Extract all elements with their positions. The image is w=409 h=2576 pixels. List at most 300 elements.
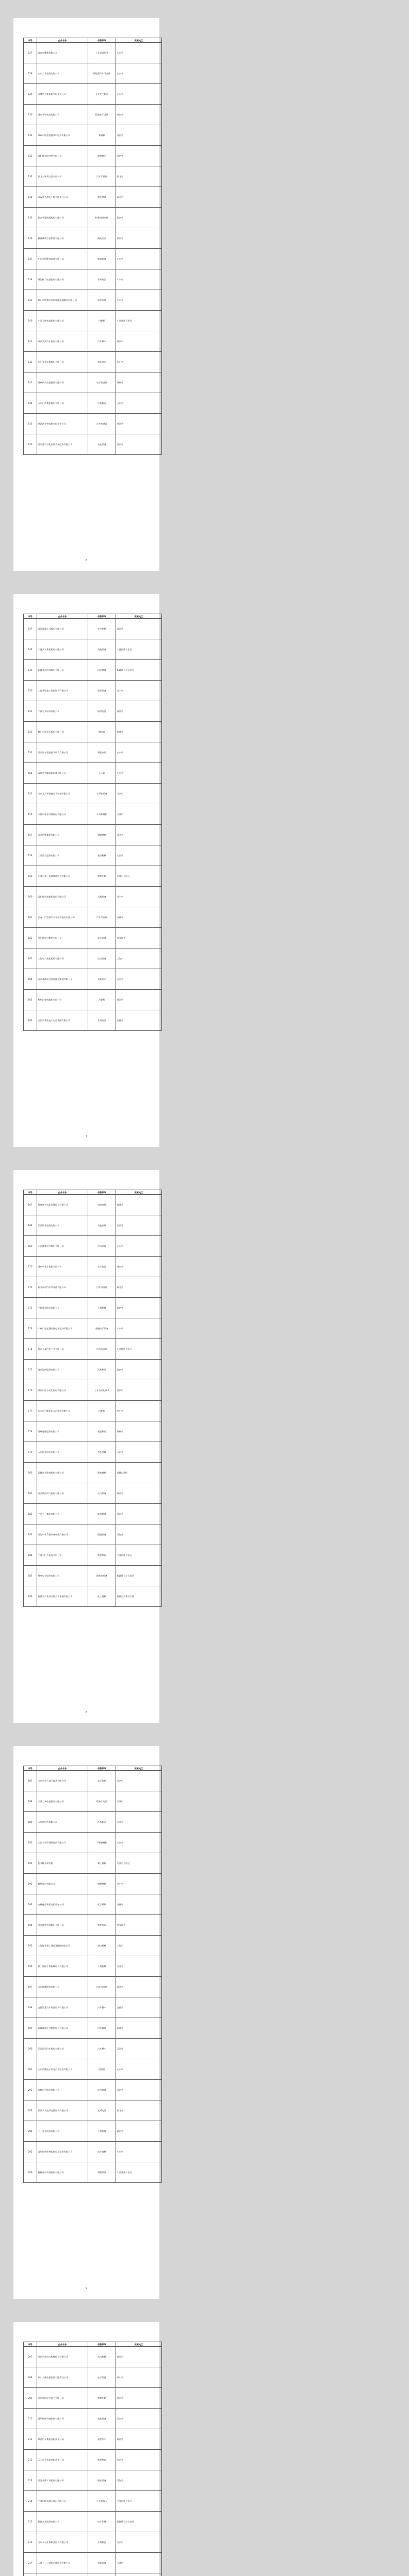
- table-row: [24, 825, 162, 845]
- table-row: [24, 804, 162, 825]
- region: 北京市: [116, 784, 162, 804]
- row-number: 155: [24, 784, 37, 804]
- row-number: 138: [24, 269, 37, 290]
- company-name: 山西太钢不锈钢股份有限公司: [37, 1833, 88, 1853]
- table-row: [24, 681, 162, 701]
- region: 山东省: [116, 742, 162, 763]
- table-row: [24, 1380, 162, 1401]
- row-number: 184: [24, 1545, 37, 1566]
- table-header-row: [24, 38, 162, 43]
- table-row: [24, 1195, 162, 1215]
- table-row: [24, 1504, 162, 1524]
- row-number: 190: [24, 1833, 37, 1853]
- row-number: 157: [24, 825, 37, 845]
- innovation-field: 电力装备: [88, 2080, 116, 2100]
- table-row: [24, 63, 162, 84]
- row-number: 201: [24, 2059, 37, 2080]
- company-name: 东方电气集团东方汽轮机有限公司: [37, 1401, 88, 1421]
- company-name: 厦门宏发电声股份有限公司: [37, 722, 88, 742]
- innovation-field: 汽车变速器: [88, 414, 116, 434]
- region: 新疆维吾尔自治区: [116, 2512, 162, 2532]
- table-row: [24, 228, 162, 249]
- region: 广西壮族自治区: [116, 311, 162, 331]
- innovation-field: 医疗器械: [88, 2142, 116, 2162]
- table-row: [24, 1236, 162, 1257]
- company-name: 合肥荣事达电子电器集团有限公司: [37, 1010, 88, 1031]
- company-name: 洛阳轴承研究所有限公司: [37, 146, 88, 166]
- row-number: 175: [24, 1360, 37, 1380]
- row-number: 149: [24, 660, 37, 681]
- region: 江西省: [116, 2039, 162, 2059]
- company-name: 天津七一二通信广播股份有限公司: [37, 2553, 88, 2573]
- table-row: [24, 1401, 162, 1421]
- innovation-field: 家用电器: [88, 1010, 116, 1031]
- column-header: 序号: [24, 614, 37, 619]
- table-row: [24, 990, 162, 1010]
- region: 青海省: [116, 619, 162, 639]
- innovation-field: 不锈钢材料: [88, 1833, 116, 1853]
- region: 山东省: [116, 1236, 162, 1257]
- table-row: [24, 1894, 162, 1915]
- innovation-field: 显示面板: [88, 1771, 116, 1791]
- company-name: 重庆川仪自动化股份有限公司: [37, 1380, 88, 1401]
- company-name: 新疆众和股份有限公司: [37, 2512, 88, 2532]
- row-number: 209: [24, 2388, 37, 2409]
- company-name: 齐重数控装备股份有限公司: [37, 1915, 88, 1936]
- row-number: 133: [24, 166, 37, 187]
- document-page: [13, 594, 159, 1147]
- table-row: [24, 1298, 162, 1318]
- company-name: 南京高精传动设备制造集团有限公司: [37, 969, 88, 990]
- row-number: 140: [24, 311, 37, 331]
- table-row: [24, 1545, 162, 1566]
- column-header: 序号: [24, 2342, 37, 2347]
- company-name: 武汉长飞光纤光缆股份有限公司: [37, 2100, 88, 2121]
- region: 广东省: [116, 2142, 162, 2162]
- region: 河南省: [116, 105, 162, 125]
- column-header: 创新领域: [88, 2342, 116, 2347]
- company-name: 淄博市火炬能源有限责任公司: [37, 84, 88, 105]
- row-number: 200: [24, 2039, 37, 2059]
- page-number: 7: [85, 1135, 88, 1138]
- innovation-field: 输变电装备: [88, 1566, 116, 1586]
- table-row: [24, 1318, 162, 1339]
- company-name: 陕西汽车集团有限责任公司: [37, 2429, 88, 2450]
- company-name: 中联重科股份有限公司: [37, 1298, 88, 1318]
- innovation-field: 汽车零部件: [88, 1977, 116, 1997]
- company-name: 江西铜业股份有限公司: [37, 1215, 88, 1236]
- region: 山东省: [116, 63, 162, 84]
- region: 湖北省: [116, 166, 162, 187]
- innovation-field: 化工材料: [88, 1586, 116, 1607]
- table-row: [24, 1360, 162, 1380]
- column-header: 创新领域: [88, 38, 116, 43]
- column-header: 所属地区: [116, 1766, 162, 1771]
- company-name: 万向钱潮股份有限公司: [37, 1977, 88, 1997]
- innovation-field: 风机装备: [88, 887, 116, 907]
- table-row: [24, 1915, 162, 1936]
- row-number: 189: [24, 1812, 37, 1833]
- row-number: 142: [24, 352, 37, 372]
- table-row: [24, 1442, 162, 1463]
- table-row: [24, 2347, 162, 2367]
- column-header: 创新领域: [88, 1190, 116, 1195]
- company-name: 青岛市雕塑有限公司: [37, 43, 88, 63]
- table-row: [24, 1977, 162, 1997]
- region: 广东省: [116, 290, 162, 311]
- region: 山西省: [116, 845, 162, 866]
- row-number: 182: [24, 1504, 37, 1524]
- company-name: 大连华锐重工集团股份有限公司: [37, 681, 88, 701]
- innovation-field: 生物制品: [88, 2532, 116, 2553]
- table-row: [24, 619, 162, 639]
- row-number: 199: [24, 2018, 37, 2039]
- company-name: 西安陕鼓动力股份有限公司: [37, 1483, 88, 1504]
- innovation-field: 数控机床: [88, 1915, 116, 1936]
- innovation-field: 工程机械: [88, 1298, 116, 1318]
- table-row: [24, 1483, 162, 1504]
- innovation-field: 重型装备: [88, 681, 116, 701]
- row-number: 152: [24, 722, 37, 742]
- table-header-row: [24, 1766, 162, 1771]
- row-number: 215: [24, 2512, 37, 2532]
- region: 湖北省: [116, 2100, 162, 2121]
- innovation-field: 动力装备: [88, 1483, 116, 1504]
- table-row: [24, 2450, 162, 2470]
- table-row: [24, 2100, 162, 2121]
- innovation-field: [88, 2573, 116, 2576]
- row-number: 192: [24, 1874, 37, 1894]
- company-table: [23, 1190, 162, 1607]
- innovation-field: 汽轮机: [88, 990, 116, 1010]
- column-header: 企业名称: [37, 614, 88, 619]
- row-number: 207: [24, 2347, 37, 2367]
- table-row: [24, 249, 162, 269]
- row-number: 213: [24, 2470, 37, 2491]
- region: 宁夏回族自治区: [116, 1545, 162, 1566]
- innovation-field: 医药制造: [88, 1812, 116, 1833]
- company-name: 湖北东风汽车零部件有限公司: [37, 1277, 88, 1298]
- region: 浙江省: [116, 701, 162, 722]
- company-table: [23, 614, 162, 1031]
- innovation-field: 汽车零部件: [88, 1277, 116, 1298]
- table-row: [24, 639, 162, 660]
- region: 广东省: [116, 1318, 162, 1339]
- region: 贵州省: [116, 2388, 162, 2409]
- region: 广西壮族自治区: [116, 1339, 162, 1360]
- column-header: 创新领域: [88, 1766, 116, 1771]
- table-row: [24, 166, 162, 187]
- innovation-field: 锂离子电池: [88, 1791, 116, 1812]
- region: 河南省: [116, 125, 162, 146]
- innovation-field: 发电设备: [88, 928, 116, 948]
- row-number: 204: [24, 2121, 37, 2142]
- company-name: 深圳市大疆创新科技有限公司: [37, 763, 88, 784]
- row-number: 216: [24, 2532, 37, 2553]
- row-number: 136: [24, 228, 37, 249]
- company-name: 郑州中原思蓝德高科股份有限公司: [37, 125, 88, 146]
- row-number: 183: [24, 1524, 37, 1545]
- innovation-field: 动力机械: [88, 2347, 116, 2367]
- row-number: 173: [24, 1318, 37, 1339]
- company-name: 重庆宗申动力机械股份有限公司: [37, 2347, 88, 2367]
- row-number: 186: [24, 1586, 37, 1607]
- innovation-field: 建筑材料: [88, 1463, 116, 1483]
- row-number: 150: [24, 681, 37, 701]
- row-number: 153: [24, 742, 37, 763]
- region: 山东省: [116, 2059, 162, 2080]
- page-number: 9: [85, 2287, 88, 2290]
- region: 河南省: [116, 1257, 162, 1277]
- company-name: 湖北三环离合器有限公司: [37, 166, 88, 187]
- table-row: [24, 146, 162, 166]
- innovation-field: 伺服系统: [88, 2162, 116, 2183]
- column-header: 序号: [24, 1766, 37, 1771]
- innovation-field: 稀土材料: [88, 1853, 116, 1874]
- page-number: 6: [85, 559, 88, 562]
- region: 江苏省: [116, 969, 162, 990]
- region: 辽宁省: [116, 1874, 162, 1894]
- company-name: 柳州五菱汽车工业有限公司: [37, 1339, 88, 1360]
- row-number: 172: [24, 1298, 37, 1318]
- row-number: 159: [24, 866, 37, 887]
- company-name: 沈阳鼓风机集团股份有限公司: [37, 887, 88, 907]
- table-row: [24, 1586, 162, 1607]
- company-name: 宁波方太厨具有限公司: [37, 701, 88, 722]
- company-name: 特变电工股份有限公司: [37, 1566, 88, 1586]
- company-name: 云南铜业股份有限公司: [37, 1442, 88, 1463]
- region: 广东省: [116, 249, 162, 269]
- innovation-field: 智能家电: [88, 352, 116, 372]
- region: 贵州省: [116, 1421, 162, 1442]
- innovation-field: 新能源汽车零部件: [88, 63, 116, 84]
- company-name: 桂林星辰科技股份有限公司: [37, 2162, 88, 2183]
- region: 云南省: [116, 1442, 162, 1463]
- company-name: 徐工集团工程机械股份有限公司: [37, 1956, 88, 1977]
- innovation-field: 汽车零部件: [88, 1339, 116, 1360]
- row-number: 171: [24, 1277, 37, 1298]
- innovation-field: 重型汽车: [88, 2429, 116, 2450]
- row-number: 164: [24, 969, 37, 990]
- company-name: 贵州轮胎股份有限公司: [37, 1421, 88, 1442]
- company-name: 株洲硬质合金集团有限公司: [37, 228, 88, 249]
- company-name: 福建南平太阳电缆股份有限公司: [37, 1195, 88, 1215]
- region: 重庆市: [116, 331, 162, 352]
- table-row: [24, 269, 162, 290]
- table-row: [24, 701, 162, 722]
- row-number: 158: [24, 845, 37, 866]
- region: 四川省: [116, 2367, 162, 2388]
- table-row: [24, 208, 162, 228]
- region: 吉林省: [116, 907, 162, 928]
- innovation-field: 电子铝材: [88, 2512, 116, 2532]
- innovation-field: 激光装备: [88, 187, 116, 208]
- region: 浙江省: [116, 1977, 162, 1997]
- innovation-field: 医药制造: [88, 1360, 116, 1380]
- row-number: 137: [24, 249, 37, 269]
- company-name: 陕西法士特齿轮有限责任公司: [37, 414, 88, 434]
- row-number: 214: [24, 2491, 37, 2512]
- company-name: 青海盐湖工业股份有限公司: [37, 619, 88, 639]
- region: 湖北省: [116, 1277, 162, 1298]
- company-name: 上海电气集团股份有限公司: [37, 948, 88, 969]
- company-name: 北京天坛生物制品股份有限公司: [37, 2532, 88, 2553]
- company-name: 鞍钢股份有限公司: [37, 1874, 88, 1894]
- table-row: [24, 660, 162, 681]
- row-number: 128: [24, 63, 37, 84]
- innovation-field: 齿轮传动: [88, 969, 116, 990]
- table-row: [24, 907, 162, 928]
- row-number: 187: [24, 1771, 37, 1791]
- region: 上海市: [116, 1936, 162, 1956]
- table-row: [24, 84, 162, 105]
- innovation-field: 半导体材料: [88, 804, 116, 825]
- row-number: 166: [24, 1010, 37, 1031]
- row-number: 194: [24, 1915, 37, 1936]
- region: 四川省: [116, 1401, 162, 1421]
- company-name: 吉林化纤集团有限责任公司: [37, 1894, 88, 1915]
- company-name: 河南中光学集团有限公司: [37, 1257, 88, 1277]
- row-number: 208: [24, 2367, 37, 2388]
- innovation-field: 汽车零部件: [88, 166, 116, 187]
- innovation-field: 重型机械: [88, 845, 116, 866]
- row-number: 145: [24, 414, 37, 434]
- page-number: 8: [85, 1711, 88, 1714]
- innovation-field: 汽车整车: [88, 2039, 116, 2059]
- column-header: 企业名称: [37, 1766, 88, 1771]
- region: 甘肃省: [116, 1504, 162, 1524]
- table-row: [24, 2018, 162, 2039]
- innovation-field: 电力装备: [88, 948, 116, 969]
- region: 河北省: [116, 1812, 162, 1833]
- region: 浙江省: [116, 990, 162, 1010]
- company-table: [23, 2342, 162, 2576]
- row-number: 176: [24, 1380, 37, 1401]
- region: 广东省: [116, 763, 162, 784]
- table-row: [24, 187, 162, 208]
- company-name: 杭州汽轮机股份有限公司: [37, 990, 88, 1010]
- region: 新疆维吾尔自治区: [116, 1566, 162, 1586]
- region: 湖南省: [116, 208, 162, 228]
- innovation-field: 化学纤维: [88, 1894, 116, 1915]
- company-table: [23, 1766, 162, 2183]
- company-name: 云南白药集团股份有限公司: [37, 393, 88, 414]
- row-number: 205: [24, 2142, 37, 2162]
- row-number: 134: [24, 187, 37, 208]
- table-row: [24, 2429, 162, 2450]
- row-number: 193: [24, 1894, 37, 1915]
- company-name: 北京北方华创微电子装备有限公司: [37, 784, 88, 804]
- table-row: [24, 2142, 162, 2162]
- table-row: [24, 1771, 162, 1791]
- row-number: 162: [24, 928, 37, 948]
- company-name: 西藏高争建材股份有限公司: [37, 1463, 88, 1483]
- region: 江西省: [116, 1215, 162, 1236]
- region: 湖南省: [116, 228, 162, 249]
- innovation-field: 服务器: [88, 2059, 116, 2080]
- row-number: 154: [24, 763, 37, 784]
- region: 四川省: [116, 352, 162, 372]
- innovation-field: 特种电线电缆: [88, 208, 116, 228]
- column-header: 所属地区: [116, 38, 162, 43]
- column-header: 企业名称: [37, 38, 88, 43]
- table-row: [24, 2121, 162, 2142]
- column-header: 序号: [24, 38, 37, 43]
- company-name: 青岛海尔智能技术研发有限公司: [37, 742, 88, 763]
- region: 新疆生产建设兵团: [116, 1586, 162, 1607]
- region: 甘肃省: [116, 2450, 162, 2470]
- company-name: 昆明船舶设备集团有限公司: [37, 2409, 88, 2429]
- row-number: 185: [24, 1566, 37, 1586]
- company-name: 天津中环半导体股份有限公司: [37, 804, 88, 825]
- innovation-field: 数控机床: [88, 1545, 116, 1566]
- region: 湖南省: [116, 2121, 162, 2142]
- row-number: 181: [24, 1483, 37, 1504]
- company-name: 四川九洲电器集团有限责任公司: [37, 2367, 88, 2388]
- innovation-field: 汽车整车: [88, 331, 116, 352]
- table-row: [24, 742, 162, 763]
- innovation-field: 电子元器件: [88, 372, 116, 393]
- region: 吉林省: [116, 1894, 162, 1915]
- innovation-field: 锻造装备: [88, 1524, 116, 1545]
- company-name: 山东大业股份有限公司: [37, 63, 88, 84]
- table-row: [24, 331, 162, 352]
- innovation-field: 厨房电器: [88, 701, 116, 722]
- table-row: [24, 2039, 162, 2059]
- row-number: 203: [24, 2100, 37, 2121]
- row-number: 147: [24, 619, 37, 639]
- region: 辽宁省: [116, 681, 162, 701]
- table-row: [24, 2080, 162, 2100]
- row-number: 132: [24, 146, 37, 166]
- table-row: [24, 2553, 162, 2573]
- region: 新疆维吾尔自治区: [116, 660, 162, 681]
- company-name: 天水星火机床有限责任公司: [37, 2450, 88, 2470]
- row-number: 211: [24, 2429, 37, 2450]
- region: 河南省: [116, 146, 162, 166]
- region: 贵州省: [116, 372, 162, 393]
- innovation-field: 家用电器: [88, 269, 116, 290]
- innovation-field: 通信设备: [88, 2553, 116, 2573]
- region: 安徽省: [116, 1997, 162, 2018]
- company-name: 新疆金风科技股份有限公司: [37, 660, 88, 681]
- row-number: 161: [24, 907, 37, 928]
- region: 湖南省: [116, 1298, 162, 1318]
- document-page: [13, 1170, 159, 1723]
- company-name: 深圳迈瑞生物医疗电子股份有限公司: [37, 2142, 88, 2162]
- table-row: [24, 866, 162, 887]
- table-row: [24, 763, 162, 784]
- table-header-row: [24, 614, 162, 619]
- company-name: 兰州兰石集团有限公司: [37, 1504, 88, 1524]
- column-header: 序号: [24, 1190, 37, 1195]
- innovation-field: 金融电子设备: [88, 1318, 116, 1339]
- region: 天津市: [116, 1791, 162, 1812]
- table-row: [24, 1853, 162, 1874]
- table-row: [24, 1215, 162, 1236]
- region: 山东省: [116, 84, 162, 105]
- row-number: 180: [24, 1463, 37, 1483]
- innovation-field: 有色金属: [88, 1215, 116, 1236]
- region: 陕西省: [116, 1483, 162, 1504]
- region: 陕西省: [116, 414, 162, 434]
- region: 青海省: [116, 1524, 162, 1545]
- table-row: [24, 1566, 162, 1586]
- company-name: 佛山市顺德区美的洗涤电器制造有限公司: [37, 290, 88, 311]
- company-name: 河南平原光电有限公司: [37, 105, 88, 125]
- innovation-field: 内燃机: [88, 311, 116, 331]
- company-name: 青海华鼎实业股份有限公司: [37, 2470, 88, 2491]
